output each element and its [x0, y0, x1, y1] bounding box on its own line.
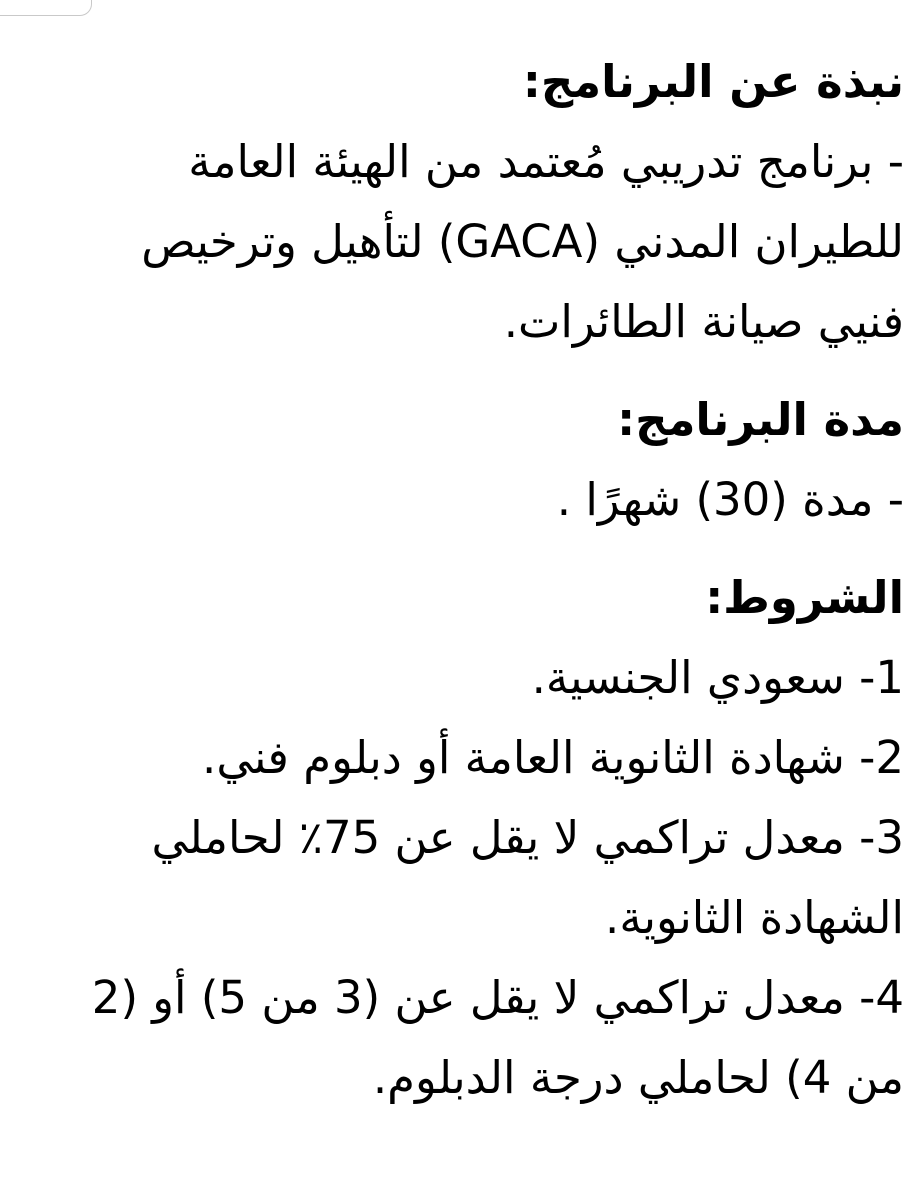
condition-item: 2- شهادة الثانوية العامة أو دبلوم فني.: [202, 731, 904, 784]
condition-item: 1- سعودي الجنسية.: [531, 651, 904, 704]
condition-item: الشهادة الثانوية.: [605, 891, 904, 944]
condition-item: من 4) لحاملي درجة الدبلوم.: [372, 1051, 904, 1104]
duration-heading: مدة البرنامج:: [617, 393, 904, 446]
program-info-text: [20, 42, 904, 1118]
about-heading: نبذة عن البرنامج:: [522, 55, 904, 108]
duration-line: - مدة (30) شهرًا .: [556, 473, 904, 526]
section-spacer: [20, 540, 904, 558]
conditions-heading: الشروط:: [705, 571, 904, 624]
about-line: - برنامج تدريبي مُعتمد من الهيئة العامة: [188, 135, 904, 188]
condition-item: 4- معدل تراكمي لا يقل عن (3 من 5) أو (2: [91, 971, 904, 1024]
condition-item: 3- معدل تراكمي لا يقل عن 75٪ لحاملي: [151, 811, 904, 864]
browser-tab-edge: [0, 0, 92, 16]
about-line: للطيران المدني (GACA) لتأهيل وترخيص: [141, 215, 904, 268]
about-line: فنيي صيانة الطائرات.: [503, 295, 904, 348]
section-spacer: [20, 362, 904, 380]
